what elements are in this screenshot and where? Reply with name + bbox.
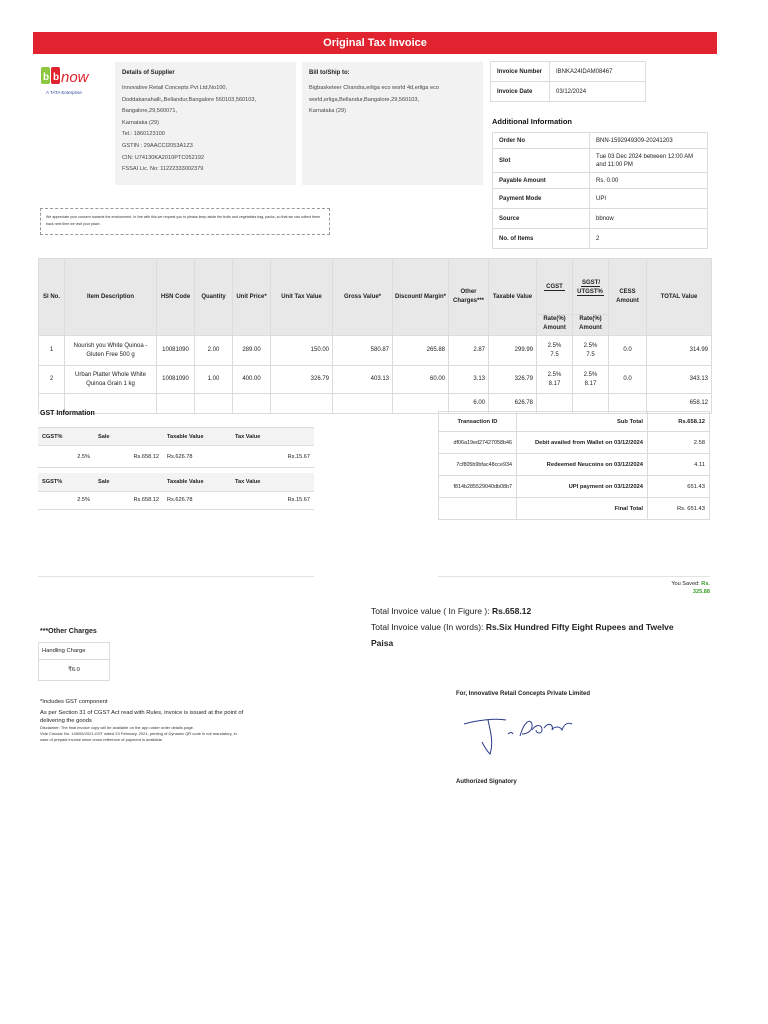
cell-total: 314.99 bbox=[647, 336, 712, 366]
total-other: 6.00 bbox=[449, 394, 489, 414]
txn-id-header: Transaction ID bbox=[439, 412, 517, 432]
table-row bbox=[439, 454, 710, 476]
disclaimer-note: Disclaimer: The final invoice copy will be available on the app under order details page. bbox=[40, 725, 195, 730]
col-taxable: Taxable Value bbox=[489, 259, 537, 336]
svg-text:now: now bbox=[61, 69, 89, 86]
cell-taxable: 299.99 bbox=[489, 336, 537, 366]
col-gross: Gross Value* bbox=[333, 259, 393, 336]
col-unit-tax: Unit Tax Value bbox=[271, 259, 333, 336]
invoice-total-block bbox=[371, 603, 716, 651]
col-cess: CESS Amount bbox=[609, 259, 647, 336]
col-hsn: HSN Code bbox=[157, 259, 195, 336]
circular-note-cont: case of prepaid invoice since cross reference of payment is available. bbox=[40, 737, 163, 742]
bbnow-logo bbox=[40, 64, 110, 100]
col-total: TOTAL Value bbox=[647, 259, 712, 336]
handling-charge-label: Handling Charge bbox=[39, 643, 110, 660]
total-in-figure: Total Invoice value ( In Figure ): Rs.658.12 bbox=[371, 606, 532, 616]
cell-discount: 265.88 bbox=[393, 336, 449, 366]
bill-to-line: world,erliga,Bellandur,Bangalore,29,560103, bbox=[309, 96, 420, 103]
cgst-tax: Rs.15.67 bbox=[231, 446, 314, 468]
txn-label: Redeemed Neucoins on 03/12/2024 bbox=[517, 454, 648, 476]
cell-unit-tax: 150.00 bbox=[271, 336, 333, 366]
txn-amount: 651.43 bbox=[648, 476, 710, 498]
cell-other: 3.13 bbox=[449, 366, 489, 394]
sgst-table bbox=[38, 473, 314, 510]
cell-cess: 0.0 bbox=[609, 366, 647, 394]
taxable-header: Taxable Value bbox=[163, 428, 231, 446]
cell-cgst: 2.5% 7.5 bbox=[537, 336, 573, 366]
invoice-title-bar: Original Tax Invoice bbox=[33, 32, 717, 54]
col-cgst-rate: Rate(%) Amount bbox=[537, 315, 573, 336]
cell-sl: 2 bbox=[39, 366, 65, 394]
sale-header: Sale bbox=[94, 428, 163, 446]
cell-qty: 1.00 bbox=[195, 366, 233, 394]
cell-hsn: 10081090 bbox=[157, 366, 195, 394]
svg-text:A TATA Enterprise: A TATA Enterprise bbox=[46, 90, 82, 95]
total-in-words: Total Invoice value (In words): Rs.Six Hundred Fifty Eight Rupees and Twelve bbox=[371, 622, 674, 632]
gst-info-title: GST Information bbox=[40, 410, 95, 417]
sgst-sale: Rs.658.12 bbox=[94, 491, 163, 509]
items-table bbox=[38, 258, 712, 414]
cell-sgst: 2.5% 8.17 bbox=[573, 366, 609, 394]
bill-to-details bbox=[302, 62, 483, 185]
additional-info-title: Additional Information bbox=[492, 117, 572, 126]
txn-id: 7cf805b9bfac48cce934 bbox=[439, 454, 517, 476]
cell-unit-tax: 326.79 bbox=[271, 366, 333, 394]
cell-taxable: 326.79 bbox=[489, 366, 537, 394]
cgst-table bbox=[38, 427, 314, 468]
col-quantity: Quantity bbox=[195, 259, 233, 336]
table-row bbox=[439, 432, 710, 454]
supplier-line: FSSAI Lic. No: 11222333002379 bbox=[122, 166, 204, 173]
handling-charge-value: ₹6.0 bbox=[39, 660, 110, 681]
order-no-value: BNN-1592949309-20241203 bbox=[590, 133, 708, 149]
total-in-words-cont: Paisa bbox=[371, 638, 394, 648]
environment-note: We appreciate your concern towards the environment. In line with this we request you to please keep aside the fruits and vegetables bag, packs, so that we can collect them back next time we visit your place. bbox=[40, 208, 330, 235]
signatory-company: For, Innovative Retail Concepts Private Limited bbox=[456, 691, 591, 697]
payment-mode-label: Payment Mode bbox=[493, 189, 590, 209]
authorized-signatory-label: Authorized Signatory bbox=[456, 779, 517, 785]
cgst-taxable: Rs.626.78 bbox=[163, 446, 231, 468]
cell-gross: 403.13 bbox=[333, 366, 393, 394]
invoice-date-value: 03/12/2024 bbox=[550, 82, 646, 102]
col-sl: Sl No. bbox=[39, 259, 65, 336]
bill-to-line: Karnataka (29) bbox=[309, 108, 347, 115]
signature-image bbox=[458, 706, 578, 758]
source-label: Source bbox=[493, 209, 590, 229]
other-charges-table bbox=[38, 642, 110, 681]
txn-id: f814b285529040db08b7 bbox=[439, 476, 517, 498]
txn-amount: 2.58 bbox=[648, 432, 710, 454]
supplier-line: Doddakanahalli,,Bellandur,Bangalore 560103,560103, bbox=[122, 96, 257, 103]
supplier-details bbox=[115, 62, 296, 185]
additional-info-table bbox=[492, 132, 708, 249]
col-cgst: CGST bbox=[537, 259, 573, 315]
sgst-header: SGST% bbox=[38, 473, 94, 491]
tax-value-header: Tax Value bbox=[231, 428, 314, 446]
invoice-meta-table bbox=[490, 61, 646, 102]
invoice-number-value: IBNKA24IDAM08467 bbox=[550, 62, 646, 82]
payment-mode-value: UPI bbox=[590, 189, 708, 209]
txn-amount: 4.11 bbox=[648, 454, 710, 476]
final-total-value: Rs. 651.43 bbox=[648, 498, 710, 520]
bbnow-logo-icon bbox=[40, 64, 110, 100]
cell-total: 343.13 bbox=[647, 366, 712, 394]
items-count-value: 2 bbox=[590, 229, 708, 249]
subtotal-value: Rs.658.12 bbox=[648, 412, 710, 432]
table-row bbox=[39, 366, 712, 394]
sgst-tax: Rs.15.67 bbox=[231, 491, 314, 509]
table-row bbox=[39, 336, 712, 366]
sgst-rate: 2.5% bbox=[38, 491, 94, 509]
tax-value-header: Tax Value bbox=[231, 473, 314, 491]
right-divider bbox=[438, 576, 710, 577]
savings-note bbox=[600, 580, 710, 596]
cell-sl: 1 bbox=[39, 336, 65, 366]
transactions-table bbox=[438, 411, 710, 520]
final-total-label: Final Total bbox=[517, 498, 648, 520]
total-taxable: 626.78 bbox=[489, 394, 537, 414]
cell-cgst: 2.5% 8.17 bbox=[537, 366, 573, 394]
cgst-sale: Rs.658.12 bbox=[94, 446, 163, 468]
col-description: Item Description bbox=[65, 259, 157, 336]
cell-qty: 2.00 bbox=[195, 336, 233, 366]
cell-unit-price: 400.00 bbox=[233, 366, 271, 394]
cgst-rule-note-cont: delivering the goods bbox=[40, 718, 92, 724]
cell-sgst: 2.5% 7.5 bbox=[573, 336, 609, 366]
items-count-label: No. of Items bbox=[493, 229, 590, 249]
col-unit-price: Unit Price* bbox=[233, 259, 271, 336]
table-row bbox=[439, 476, 710, 498]
col-sgst-rate: Rate(%) Amount bbox=[573, 315, 609, 336]
grand-total: 658.12 bbox=[647, 394, 712, 414]
supplier-heading: Details of Supplier bbox=[122, 70, 175, 76]
sale-header: Sale bbox=[94, 473, 163, 491]
subtotal-label: Sub Total bbox=[517, 412, 648, 432]
savings-amount: 325.88 bbox=[692, 589, 710, 595]
bill-to-heading: Bill to/Ship to: bbox=[309, 70, 350, 76]
txn-label: Debit availed from Wallet on 03/12/2024 bbox=[517, 432, 648, 454]
supplier-line: GSTIN : 29AACCI2053A1Z3 bbox=[122, 142, 193, 149]
bill-to-line: Bigbasketeer Chandra,erliga eco world 4d,erliga eco bbox=[309, 85, 439, 91]
savings-label: You Saved: bbox=[671, 581, 702, 587]
txn-label: UPI payment on 03/12/2024 bbox=[517, 476, 648, 498]
cell-discount: 60.00 bbox=[393, 366, 449, 394]
supplier-line: Bangalore,29,560071, bbox=[122, 108, 178, 115]
order-no-label: Order No bbox=[493, 133, 590, 149]
svg-text:b: b bbox=[43, 72, 50, 83]
cell-gross: 580.87 bbox=[333, 336, 393, 366]
col-discount: Discount/ Margin* bbox=[393, 259, 449, 336]
cell-hsn: 10081090 bbox=[157, 336, 195, 366]
circular-note: Vide Circular No. 149/05/2021-GST dated 23 February, 2021, printing of Dynamic QR code is not mandatory, in bbox=[40, 731, 237, 736]
taxable-header: Taxable Value bbox=[163, 473, 231, 491]
cgst-rule-note: As per Section 31 of CGST Act read with Rules, invoice is issued at the point of bbox=[40, 710, 244, 716]
left-divider bbox=[38, 576, 314, 577]
footnotes bbox=[40, 698, 315, 743]
supplier-line: CIN: U74130KA2010PTC052192 bbox=[122, 154, 205, 161]
slot-label: Slot bbox=[493, 149, 590, 173]
gst-note: *Includes GST component bbox=[40, 699, 108, 705]
supplier-line: Innovative Retail Concepts Pvt Ltd,No100, bbox=[122, 85, 228, 91]
col-other-charges: Other Charges*** bbox=[449, 259, 489, 336]
supplier-line: Tel.: 1860123100 bbox=[122, 131, 165, 138]
cgst-header: CGST% bbox=[38, 428, 94, 446]
cell-cess: 0.0 bbox=[609, 336, 647, 366]
cell-unit-price: 289.00 bbox=[233, 336, 271, 366]
supplier-line: Karnataka (29) bbox=[122, 119, 160, 126]
payable-amount-value: Rs. 0.00 bbox=[590, 173, 708, 189]
cell-description: Urban Platter Whole White Quinoa Grain 1 kg bbox=[65, 366, 157, 394]
savings-currency: Rs. bbox=[701, 581, 710, 587]
cell-other: 2.87 bbox=[449, 336, 489, 366]
other-charges-title: ***Other Charges bbox=[40, 628, 97, 635]
payable-amount-label: Payable Amount bbox=[493, 173, 590, 189]
slot-value: Tue 03 Dec 2024 between 12:00 AM and 11:00 PM bbox=[590, 149, 708, 173]
svg-text:b: b bbox=[53, 72, 60, 83]
cgst-rate: 2.5% bbox=[38, 446, 94, 468]
col-sgst: SGST/ UTGST% bbox=[573, 259, 609, 315]
source-value: bbnow bbox=[590, 209, 708, 229]
invoice-date-label: Invoice Date bbox=[491, 82, 550, 102]
txn-id: df06a19ed27427058b46 bbox=[439, 432, 517, 454]
invoice-number-label: Invoice Number bbox=[491, 62, 550, 82]
sgst-taxable: Rs.626.78 bbox=[163, 491, 231, 509]
cell-description: Nourish you White Quinoa - Gluten Free 500 g bbox=[65, 336, 157, 366]
